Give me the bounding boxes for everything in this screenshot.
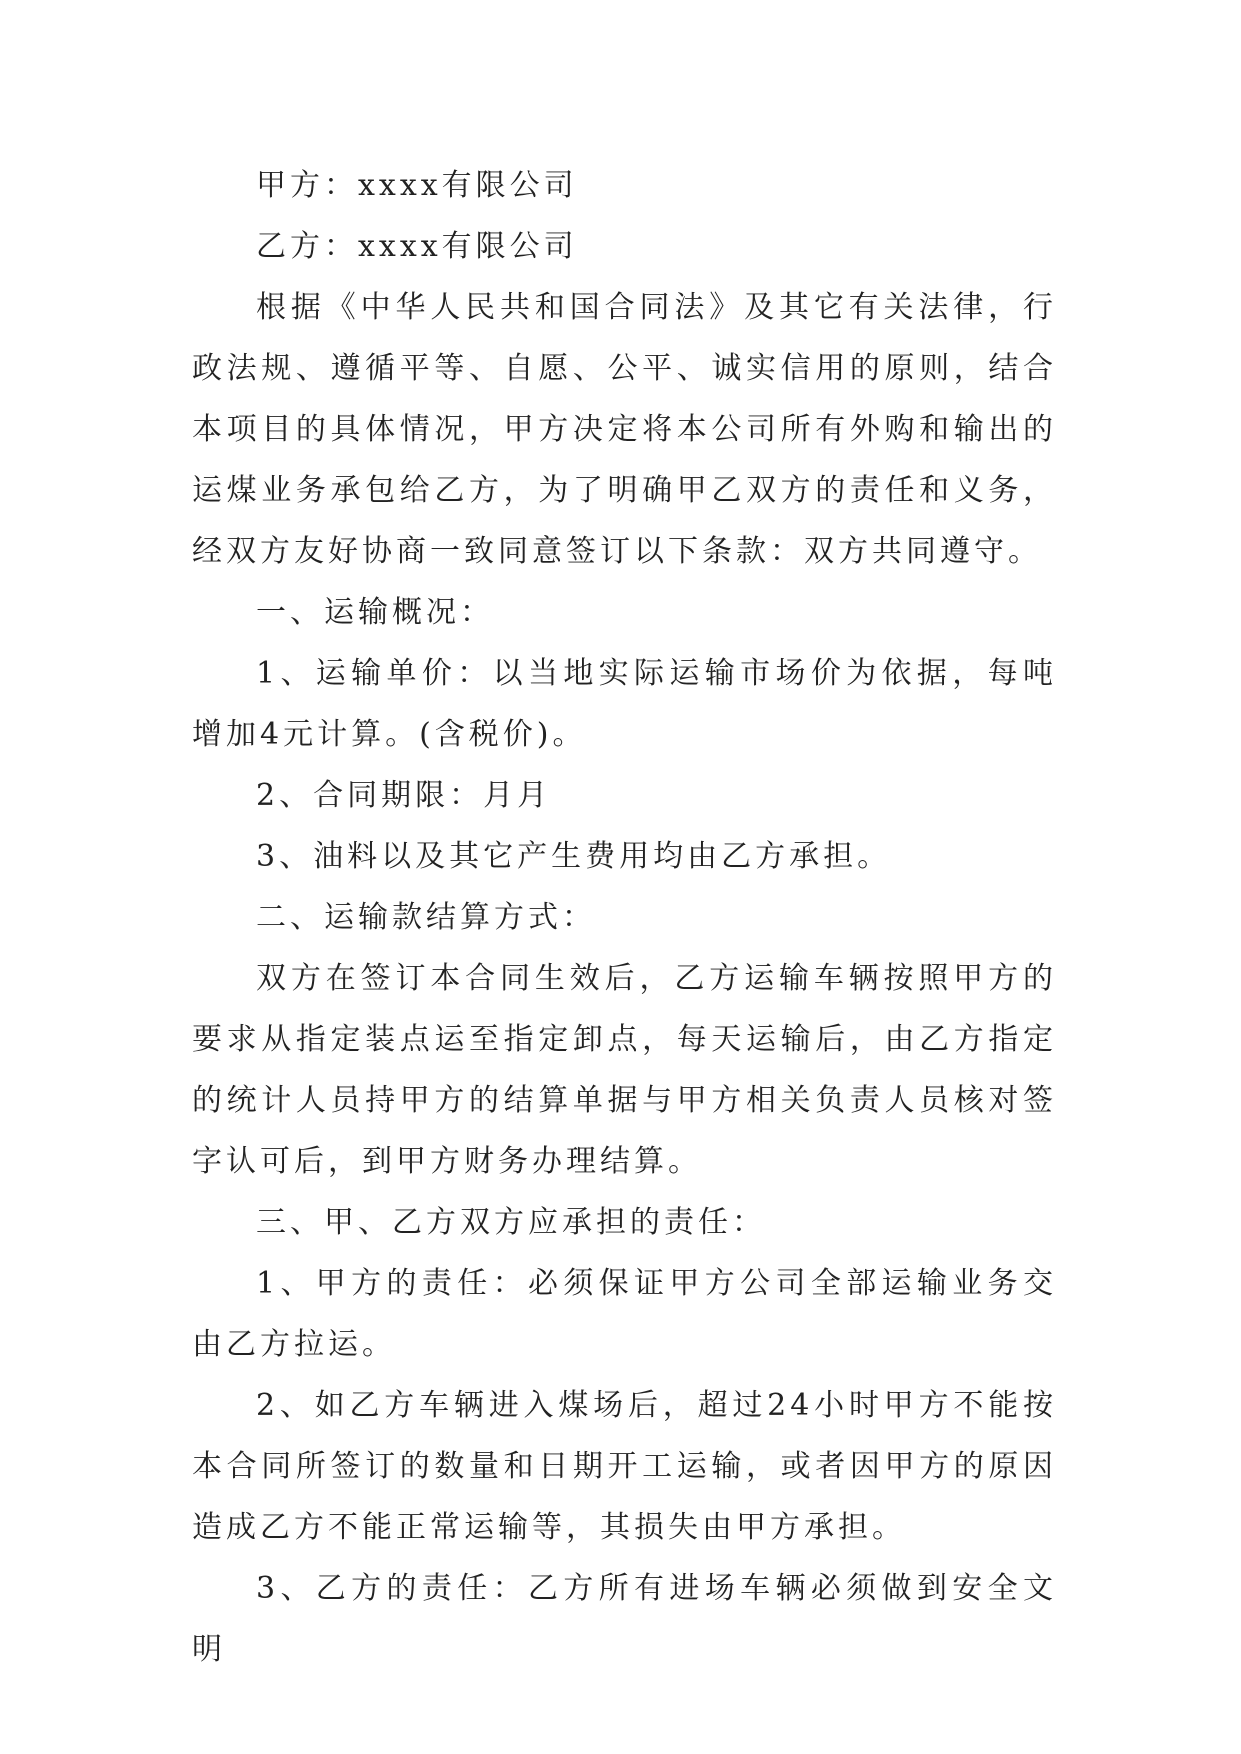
- section-2-heading: 二、运输款结算方式：: [256, 900, 596, 935]
- party-b-line: 乙方：xxxx有限公司: [256, 229, 578, 264]
- clause-1-2: 2、合同期限：月月: [256, 778, 552, 813]
- clause-3-2: 2、如乙方车辆进入煤场后，超过24小时甲方不能按本合同所签订的数量和日期开工运输，或者因甲方的原因造成乙方不能正常运输等，其损失由甲方承担。: [192, 1388, 1057, 1545]
- section-3-heading: 三、甲、乙方双方应承担的责任：: [256, 1205, 766, 1240]
- clause-1-1: 1、运输单价：以当地实际运输市场价为依据，每吨增加4元计算。(含税价)。: [192, 656, 1057, 752]
- preamble-paragraph: 根据《中华人民共和国合同法》及其它有关法律，行政法规、遵循平等、自愿、公平、诚实信用的原则，结合本项目的具体情况，甲方决定将本公司所有外购和输出的运煤业务承包给乙方，为了明确甲乙双方的责任和义务，经双方友好协商一致同意签订以下条款：双方共同遵守。: [192, 290, 1057, 569]
- clause-3-3: 3、乙方的责任：乙方所有进场车辆必须做到安全文明: [192, 1571, 1057, 1667]
- settlement-paragraph: 双方在签订本合同生效后，乙方运输车辆按照甲方的要求从指定装点运至指定卸点，每天运输后，由乙方指定的统计人员持甲方的结算单据与甲方相关负责人员核对签字认可后，到甲方财务办理结算。: [192, 961, 1057, 1179]
- party-a-line: 甲方：xxxx有限公司: [256, 168, 578, 203]
- document-body: [192, 155, 1057, 1680]
- section-1-heading: 一、运输概况：: [256, 595, 494, 630]
- clause-3-1: 1、甲方的责任：必须保证甲方公司全部运输业务交由乙方拉运。: [192, 1266, 1057, 1362]
- clause-1-3: 3、油料以及其它产生费用均由乙方承担。: [256, 839, 892, 874]
